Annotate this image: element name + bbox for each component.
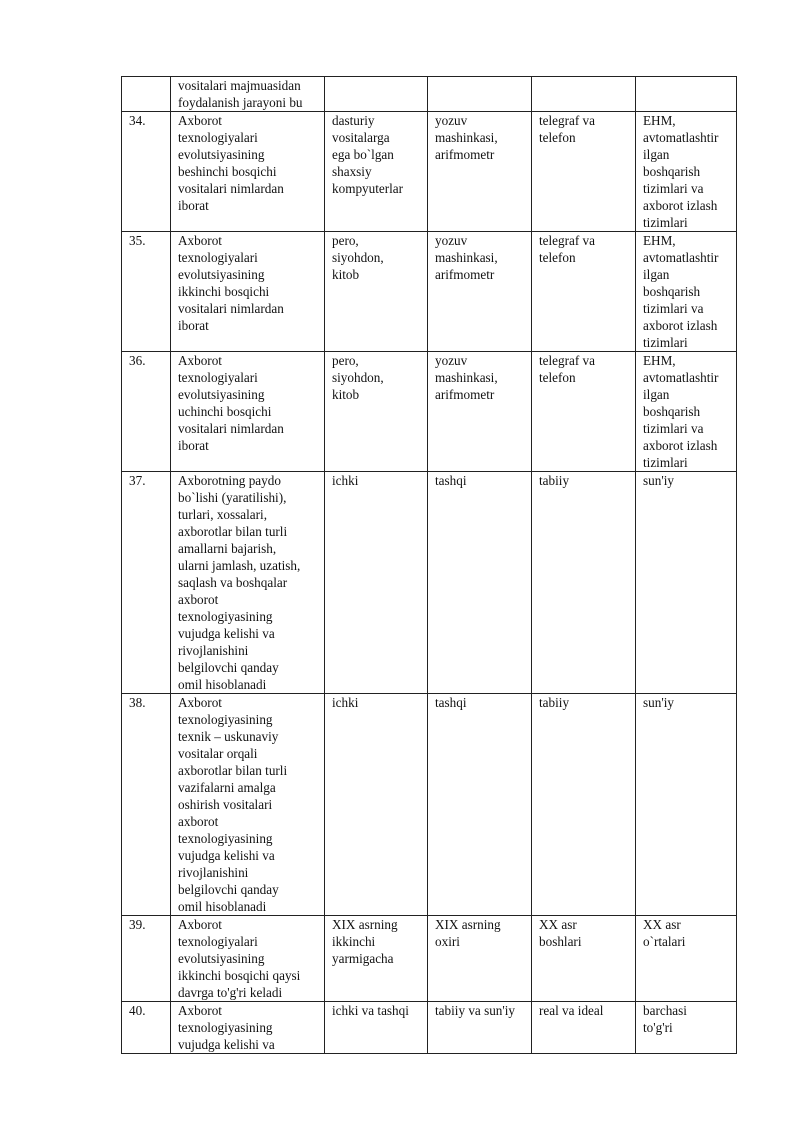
option-c: telegraf va telefon: [532, 352, 636, 472]
table-row: [122, 1002, 737, 1054]
table-row: [122, 694, 737, 916]
quiz-table: [121, 76, 737, 1054]
option-a: dasturiy vositalarga ega bo`lgan shaxsiy kompyuterlar: [325, 112, 428, 232]
option-b: yozuv mashinkasi, arifmometr: [428, 112, 532, 232]
table-row: [122, 232, 737, 352]
option-d: [636, 77, 737, 112]
question-text: Axborot texnologiyalari evolutsiyasining beshinchi bosqichi vositalari nimlardan iborat: [171, 112, 325, 232]
option-d: EHM, avtomatlashtir ilgan boshqarish tizimlari va axborot izlash tizimlari: [636, 352, 737, 472]
question-text: Axborot texnologiyalari evolutsiyasining ikkinchi bosqichi vositalari nimlardan iborat: [171, 232, 325, 352]
question-number: 40.: [122, 1002, 171, 1054]
question-text: Axborot texnologiyasining texnik – uskunaviy vositalar orqali axborotlar bilan turli vazifalarni amalga oshirish vositalari axborot texnologiyasining vujudga kelishi va rivojlanishini belgilovchi qanday omil hisoblanadi: [171, 694, 325, 916]
table-row: [122, 916, 737, 1002]
option-c: tabiiy: [532, 472, 636, 694]
option-a: ichki: [325, 472, 428, 694]
question-number: 39.: [122, 916, 171, 1002]
option-c: real va ideal: [532, 1002, 636, 1054]
question-number: 35.: [122, 232, 171, 352]
option-b: tashqi: [428, 472, 532, 694]
option-c: telegraf va telefon: [532, 112, 636, 232]
option-a: XIX asrning ikkinchi yarmigacha: [325, 916, 428, 1002]
option-d: barchasi to'g'ri: [636, 1002, 737, 1054]
option-d: sun'iy: [636, 694, 737, 916]
option-d: XX asr o`rtalari: [636, 916, 737, 1002]
option-c: [532, 77, 636, 112]
question-number: [122, 77, 171, 112]
option-a: [325, 77, 428, 112]
option-c: XX asr boshlari: [532, 916, 636, 1002]
option-c: telegraf va telefon: [532, 232, 636, 352]
table-row: [122, 77, 737, 112]
option-b: yozuv mashinkasi, arifmometr: [428, 232, 532, 352]
table-row: [122, 112, 737, 232]
question-number: 36.: [122, 352, 171, 472]
option-c: tabiiy: [532, 694, 636, 916]
option-b: [428, 77, 532, 112]
option-a: ichki: [325, 694, 428, 916]
option-d: EHM, avtomatlashtir ilgan boshqarish tizimlari va axborot izlash tizimlari: [636, 112, 737, 232]
option-b: tashqi: [428, 694, 532, 916]
question-text: Axborot texnologiyalari evolutsiyasining ikkinchi bosqichi qaysi davrga to'g'ri keladi: [171, 916, 325, 1002]
table-row: [122, 352, 737, 472]
option-a: ichki va tashqi: [325, 1002, 428, 1054]
question-text: Axborot texnologiyasining vujudga kelishi va: [171, 1002, 325, 1054]
question-text: Axborot texnologiyalari evolutsiyasining uchinchi bosqichi vositalari nimlardan iborat: [171, 352, 325, 472]
question-number: 37.: [122, 472, 171, 694]
table-row: [122, 472, 737, 694]
question-number: 38.: [122, 694, 171, 916]
option-d: sun'iy: [636, 472, 737, 694]
option-d: EHM, avtomatlashtir ilgan boshqarish tizimlari va axborot izlash tizimlari: [636, 232, 737, 352]
option-b: tabiiy va sun'iy: [428, 1002, 532, 1054]
question-text: vositalari majmuasidan foydalanish jarayoni bu: [171, 77, 325, 112]
option-a: pero, siyohdon, kitob: [325, 352, 428, 472]
question-number: 34.: [122, 112, 171, 232]
question-text: Axborotning paydo bo`lishi (yaratilishi), turlari, xossalari, axborotlar bilan turli amallarni bajarish, ularni jamlash, uzatish, saqlash va boshqalar axborot texnologiyasining vujudga kelishi va rivojlanishini belgilovchi qanday omil hisoblanadi: [171, 472, 325, 694]
option-b: yozuv mashinkasi, arifmometr: [428, 352, 532, 472]
option-a: pero, siyohdon, kitob: [325, 232, 428, 352]
option-b: XIX asrning oxiri: [428, 916, 532, 1002]
